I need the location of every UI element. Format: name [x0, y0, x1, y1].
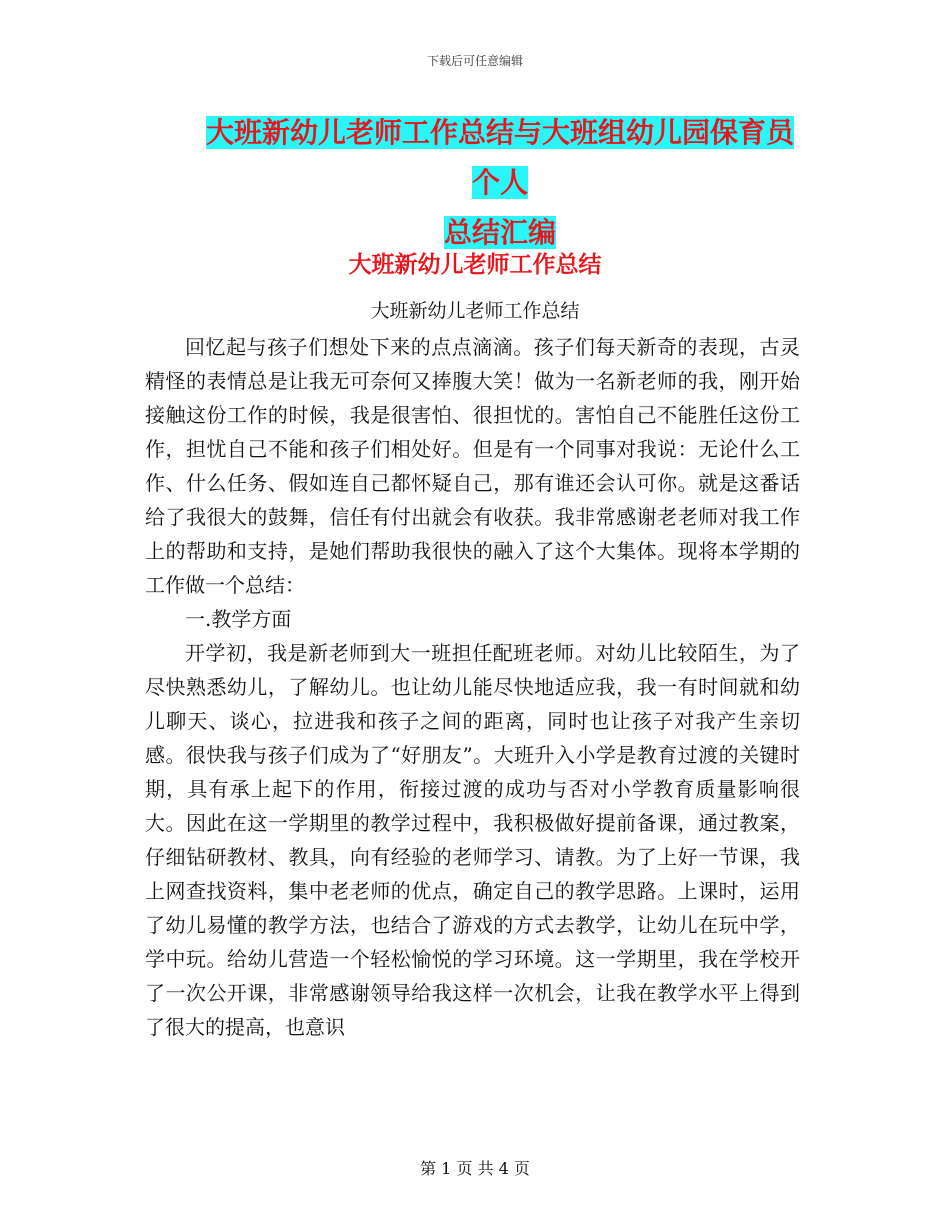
body-text — [145, 330, 800, 1044]
document-title — [195, 108, 805, 258]
section-heading: 大班新幼儿老师工作总结 — [348, 252, 602, 278]
paragraph-heading-teaching: 一.教学方面 — [185, 607, 292, 631]
section-subheading: 大班新幼儿老师工作总结 — [370, 300, 580, 322]
page-number: 第 1 页 共 4 页 — [420, 1159, 530, 1178]
document-title-line-1: 大班新幼儿老师工作总结与大班组幼儿园保育员个人 — [205, 116, 794, 199]
page-header-note: 下载后可任意编辑 — [426, 54, 523, 68]
paragraph-intro: 回忆起与孩子们想处下来的点点滴滴。孩子们每天新奇的表现，古灵精怪的表情总是让我无可奈何又捧腹大笑！做为一名新老师的我，刚开始接触这份工作的时候，我是很害怕、很担忧的。害怕自己不能胜任这份工作，担忧自己不能和孩子们相处好。但是有一个同事对我说：无论什么工作、什么任务、假如连自己都怀疑自己，那有谁还会认可你。就是这番话给了我很大的鼓舞，信任有付出就会有收获。我非常感谢老老师对我工作上的帮助和支持，是她们帮助我很快的融入了这个大集体。现将本学期的工作做一个总结： — [145, 335, 800, 597]
document-title-line-2: 总结汇编 — [443, 216, 556, 249]
paragraph-teaching: 开学初，我是新老师到大一班担任配班老师。对幼儿比较陌生，为了尽快熟悉幼儿，了解幼儿。也让幼儿能尽快地适应我，我一有时间就和幼儿聊天、谈心，拉进我和孩子之间的距离，同时也让孩子对我产生亲切感。很快我与孩子们成为了“好朋友”。大班升入小学是教育过渡的关键时期，具有承上起下的作用，衔接过渡的成功与否对小学教育质量影响很大。因此在这一学期里的教学过程中，我积极做好提前备课，通过教案，仔细钻研教材、教具，向有经验的老师学习、请教。为了上好一节课，我上网查找资料，集中老老师的优点，确定自己的教学思路。上课时，运用了幼儿易懂的教学方法，也结合了游戏的方式去教学，让幼儿在玩中学，学中玩。给幼儿营造一个轻松愉悦的学习环境。这一学期里，我在学校开了一次公开课，非常感谢领导给我这样一次机会，让我在教学水平上得到了很大的提高，也意识 — [145, 641, 800, 1039]
